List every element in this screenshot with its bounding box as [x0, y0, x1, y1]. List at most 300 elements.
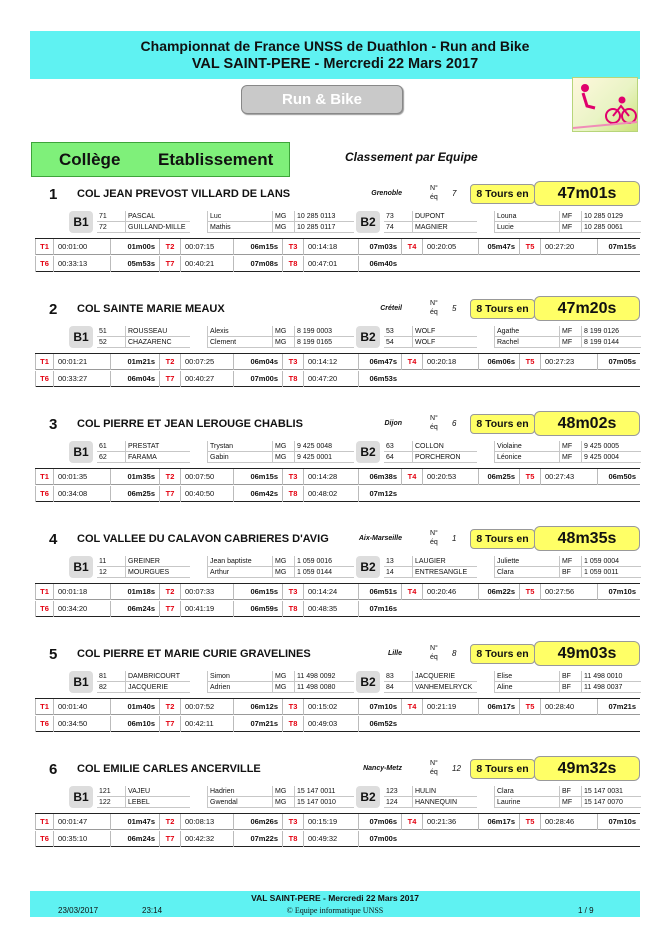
split-label: T4 — [401, 239, 422, 255]
split-lap: 07m21s — [233, 716, 282, 732]
split-lap: 06m15s — [233, 239, 282, 255]
split-label: T6 — [35, 371, 53, 387]
athlete-row — [97, 567, 357, 578]
laps-label: 8 Tours en — [470, 529, 535, 549]
split-label: T3 — [282, 469, 303, 485]
split-clock: 00:01:21 — [53, 354, 110, 370]
athlete-last-name: ROUSSEAU — [125, 326, 190, 337]
athlete-bib: 13 — [384, 556, 412, 567]
split-lap: 07m12s — [358, 486, 401, 502]
athlete-license: 11 498 0010 — [581, 671, 641, 682]
split-label: T5 — [519, 699, 540, 715]
athlete-bib: 54 — [384, 337, 412, 348]
split-lap: 07m21s — [597, 699, 640, 715]
athlete-bib: 72 — [97, 222, 125, 233]
athlete-first-name: Gwendal — [207, 797, 272, 808]
page-footer — [30, 891, 640, 917]
binome-2-badge: B2 — [356, 441, 380, 463]
athlete-last-name: LAUGIER — [412, 556, 477, 567]
athlete-license: 15 147 0070 — [581, 797, 641, 808]
athlete-row — [384, 222, 640, 233]
athlete-category: MG — [272, 326, 294, 337]
athlete-last-name: GREINER — [125, 556, 190, 567]
athlete-last-name: MAGNIER — [412, 222, 477, 233]
number-label-eq: éq — [430, 539, 438, 546]
athlete-row — [384, 682, 640, 693]
athlete-category: MG — [272, 222, 294, 233]
split-lap: 01m00s — [110, 239, 159, 255]
athlete-last-name: LEBEL — [125, 797, 190, 808]
split-clock: 00:34:50 — [53, 716, 110, 732]
split-clock: 00:40:21 — [180, 256, 233, 272]
team-name: COL JEAN PREVOST VILLARD DE LANS — [77, 188, 291, 200]
binome-1-badge: B1 — [69, 326, 93, 348]
athlete-category: BF — [559, 567, 581, 578]
split-label: T6 — [35, 256, 53, 272]
athlete-last-name: COLLON — [412, 441, 477, 452]
split-clock: 00:49:03 — [303, 716, 358, 732]
athlete-license: 8 199 0165 — [294, 337, 354, 348]
split-table — [35, 238, 640, 272]
split-lap: 06m52s — [358, 716, 401, 732]
team-total-time: 48m35s — [534, 526, 640, 551]
split-clock: 00:48:02 — [303, 486, 358, 502]
athlete-bib: 51 — [97, 326, 125, 337]
number-label-eq: éq — [430, 424, 438, 431]
split-label: T4 — [401, 814, 422, 830]
athlete-license: 8 199 0126 — [581, 326, 641, 337]
athlete-first-name: Clara — [494, 567, 559, 578]
team-name: COL SAINTE MARIE MEAUX — [77, 303, 225, 315]
team-name: COL PIERRE ET MARIE CURIE GRAVELINES — [77, 648, 311, 660]
team-rank: 3 — [49, 416, 58, 433]
split-clock: 00:21:19 — [422, 699, 478, 715]
athlete-first-name: Clara — [494, 786, 559, 797]
run-and-bike-logo — [572, 77, 638, 132]
split-lap: 06m53s — [358, 371, 401, 387]
split-row — [35, 716, 640, 732]
split-table — [35, 353, 640, 387]
category-type: Etablissement — [158, 150, 274, 169]
split-lap: 07m00s — [233, 371, 282, 387]
athlete-last-name: PASCAL — [125, 211, 190, 222]
split-label: T6 — [35, 601, 53, 617]
athlete-bib: 61 — [97, 441, 125, 452]
split-clock: 00:15:02 — [303, 699, 358, 715]
split-label: T5 — [519, 354, 540, 370]
split-label: T1 — [35, 814, 53, 830]
split-lap: 07m06s — [358, 814, 401, 830]
athlete-bib: 62 — [97, 452, 125, 463]
split-label: T7 — [159, 486, 180, 502]
split-clock: 00:33:13 — [53, 256, 110, 272]
split-label: T1 — [35, 469, 53, 485]
team-number-label — [430, 184, 438, 202]
split-clock: 00:08:13 — [180, 814, 233, 830]
athlete-first-name: Rachel — [494, 337, 559, 348]
athlete-row — [97, 797, 357, 808]
split-label: T4 — [401, 354, 422, 370]
split-lap: 01m18s — [110, 584, 159, 600]
athlete-first-name: Gabin — [207, 452, 272, 463]
split-label: T1 — [35, 584, 53, 600]
split-clock: 00:01:00 — [53, 239, 110, 255]
team-total-time: 48m02s — [534, 411, 640, 436]
binome-1-badge: B1 — [69, 556, 93, 578]
athlete-last-name: VAJEU — [125, 786, 190, 797]
team-number: 5 — [452, 304, 457, 313]
athlete-license: 8 199 0144 — [581, 337, 641, 348]
split-lap: 07m16s — [358, 601, 401, 617]
ranking-label: Classement par Equipe — [345, 150, 478, 164]
split-lap: 01m40s — [110, 699, 159, 715]
team-name: COL EMILIE CARLES ANCERVILLE — [77, 763, 261, 775]
split-lap: 06m26s — [233, 814, 282, 830]
athlete-last-name: JACQUERIE — [125, 682, 190, 693]
split-row — [35, 469, 640, 485]
team-academy: Créteil — [380, 305, 402, 312]
athlete-bib: 63 — [384, 441, 412, 452]
split-label: T5 — [519, 469, 540, 485]
split-lap: 06m40s — [358, 256, 401, 272]
number-label-n: N° — [430, 645, 438, 652]
split-clock: 00:27:23 — [540, 354, 597, 370]
split-table — [35, 698, 640, 732]
split-clock: 00:07:25 — [180, 354, 233, 370]
team-academy: Aix-Marseille — [358, 535, 402, 542]
split-lap: 05m47s — [478, 239, 519, 255]
athlete-row — [97, 556, 357, 567]
team-block — [0, 414, 672, 512]
athlete-bib: 73 — [384, 211, 412, 222]
split-lap: 06m12s — [233, 699, 282, 715]
split-clock: 00:49:32 — [303, 831, 358, 847]
split-lap: 06m15s — [233, 469, 282, 485]
athlete-license: 10 285 0113 — [294, 211, 354, 222]
split-lap: 01m47s — [110, 814, 159, 830]
team-rank: 6 — [49, 761, 58, 778]
split-label: T7 — [159, 831, 180, 847]
athlete-license: 8 199 0003 — [294, 326, 354, 337]
team-number-label — [430, 414, 438, 432]
athlete-last-name: DAMBRICOURT — [125, 671, 190, 682]
athlete-license: 10 285 0061 — [581, 222, 641, 233]
team-academy: Grenoble — [371, 190, 402, 197]
split-clock: 00:27:43 — [540, 469, 597, 485]
team-academy: Dijon — [384, 420, 402, 427]
split-clock: 00:14:12 — [303, 354, 358, 370]
athlete-first-name: Luc — [207, 211, 272, 222]
athlete-category: BF — [559, 786, 581, 797]
athlete-bib: 14 — [384, 567, 412, 578]
split-label: T2 — [159, 814, 180, 830]
team-rank: 1 — [49, 186, 58, 203]
athlete-last-name: GUILLAND-MILLE — [125, 222, 190, 233]
athlete-last-name: PRESTAT — [125, 441, 190, 452]
laps-label: 8 Tours en — [470, 644, 535, 664]
athlete-row — [97, 786, 357, 797]
athlete-last-name: JACQUERIE — [412, 671, 477, 682]
binome-2-badge: B2 — [356, 786, 380, 808]
athlete-first-name: Clement — [207, 337, 272, 348]
split-row — [35, 601, 640, 617]
athlete-bib: 83 — [384, 671, 412, 682]
athlete-category: MG — [272, 556, 294, 567]
split-lap: 07m08s — [233, 256, 282, 272]
team-number-label — [430, 529, 438, 547]
athlete-row — [97, 211, 357, 222]
split-lap: 06m59s — [233, 601, 282, 617]
athlete-bib: 82 — [97, 682, 125, 693]
laps-label: 8 Tours en — [470, 184, 535, 204]
split-label: T8 — [282, 831, 303, 847]
footer-title: VAL SAINT-PERE - Mercredi 22 Mars 2017 — [251, 893, 419, 903]
split-clock: 00:07:52 — [180, 699, 233, 715]
split-table — [35, 813, 640, 847]
footer-time: 23:14 — [142, 906, 163, 915]
team-total-time: 49m03s — [534, 641, 640, 666]
athlete-row — [384, 567, 640, 578]
split-lap: 06m04s — [110, 371, 159, 387]
split-label: T1 — [35, 239, 53, 255]
split-label: T6 — [35, 831, 53, 847]
split-label: T2 — [159, 469, 180, 485]
split-row — [35, 699, 640, 715]
split-label: T7 — [159, 716, 180, 732]
athlete-last-name: HANNEQUIN — [412, 797, 477, 808]
split-lap: 07m22s — [233, 831, 282, 847]
binome-2-badge: B2 — [356, 556, 380, 578]
team-number: 8 — [452, 649, 457, 658]
split-clock: 00:07:33 — [180, 584, 233, 600]
split-row — [35, 831, 640, 847]
split-clock: 00:40:50 — [180, 486, 233, 502]
athlete-category: MG — [272, 797, 294, 808]
athlete-bib: 84 — [384, 682, 412, 693]
split-lap: 06m06s — [478, 354, 519, 370]
athlete-row — [97, 337, 357, 348]
laps-label: 8 Tours en — [470, 414, 535, 434]
athlete-first-name: Adrien — [207, 682, 272, 693]
category-level: Collège — [59, 150, 121, 169]
split-clock: 00:47:20 — [303, 371, 358, 387]
athlete-first-name: Louna — [494, 211, 559, 222]
split-lap: 06m25s — [110, 486, 159, 502]
binome-1-badge: B1 — [69, 786, 93, 808]
split-clock: 00:41:19 — [180, 601, 233, 617]
split-clock: 00:20:05 — [422, 239, 478, 255]
split-lap: 06m51s — [358, 584, 401, 600]
number-label-eq: éq — [430, 309, 438, 316]
split-lap: 06m22s — [478, 584, 519, 600]
split-clock: 00:20:46 — [422, 584, 478, 600]
athlete-first-name: Arthur — [207, 567, 272, 578]
split-clock: 00:07:15 — [180, 239, 233, 255]
athlete-last-name: WOLF — [412, 326, 477, 337]
team-rank: 5 — [49, 646, 58, 663]
athlete-category: BF — [559, 682, 581, 693]
athlete-bib: 121 — [97, 786, 125, 797]
split-clock: 00:01:18 — [53, 584, 110, 600]
split-label: T5 — [519, 584, 540, 600]
split-clock: 00:20:53 — [422, 469, 478, 485]
split-label: T8 — [282, 256, 303, 272]
split-label: T7 — [159, 601, 180, 617]
split-lap: 07m10s — [358, 699, 401, 715]
athlete-license: 9 425 0004 — [581, 452, 641, 463]
split-label: T3 — [282, 354, 303, 370]
athlete-row — [384, 797, 640, 808]
laps-label: 8 Tours en — [470, 299, 535, 319]
split-row — [35, 256, 640, 272]
athlete-first-name: Lucie — [494, 222, 559, 233]
athlete-bib: 53 — [384, 326, 412, 337]
page-subtitle: VAL SAINT-PERE - Mercredi 22 Mars 2017 — [191, 56, 479, 72]
athlete-category: MF — [559, 452, 581, 463]
split-lap: 07m03s — [358, 239, 401, 255]
athlete-bib: 124 — [384, 797, 412, 808]
split-clock: 00:21:36 — [422, 814, 478, 830]
split-row — [35, 239, 640, 255]
athlete-license: 10 285 0129 — [581, 211, 641, 222]
athlete-row — [97, 326, 357, 337]
split-label: T3 — [282, 584, 303, 600]
split-label: T8 — [282, 601, 303, 617]
athlete-category: MF — [559, 441, 581, 452]
split-row — [35, 584, 640, 600]
split-lap: 06m47s — [358, 354, 401, 370]
split-clock: 00:33:27 — [53, 371, 110, 387]
split-label: T2 — [159, 699, 180, 715]
footer-date: 23/03/2017 — [58, 906, 99, 915]
team-rank: 2 — [49, 301, 58, 318]
split-clock: 00:28:46 — [540, 814, 597, 830]
split-label: T4 — [401, 469, 422, 485]
footer-copyright: © Equipe informatique UNSS — [286, 906, 384, 915]
athlete-license: 15 147 0010 — [294, 797, 354, 808]
team-number: 6 — [452, 419, 457, 428]
athlete-row — [97, 452, 357, 463]
athlete-first-name: Léonice — [494, 452, 559, 463]
split-clock: 00:42:32 — [180, 831, 233, 847]
split-lap: 06m04s — [233, 354, 282, 370]
split-row — [35, 486, 640, 502]
laps-label: 8 Tours en — [470, 759, 535, 779]
athlete-license: 9 425 0001 — [294, 452, 354, 463]
split-row — [35, 371, 640, 387]
athlete-last-name: VANHEMELRYCK — [412, 682, 477, 693]
split-table — [35, 583, 640, 617]
split-clock: 00:42:11 — [180, 716, 233, 732]
split-lap: 06m42s — [233, 486, 282, 502]
athlete-first-name: Violaine — [494, 441, 559, 452]
team-total-time: 47m20s — [534, 296, 640, 321]
split-label: T2 — [159, 354, 180, 370]
athlete-row — [384, 337, 640, 348]
athlete-category: MF — [559, 326, 581, 337]
binome-2-badge: B2 — [356, 326, 380, 348]
athlete-first-name: Simon — [207, 671, 272, 682]
split-lap: 06m25s — [478, 469, 519, 485]
split-label: T8 — [282, 486, 303, 502]
number-label-eq: éq — [430, 194, 438, 201]
athlete-bib: 71 — [97, 211, 125, 222]
page-title: Championnat de France UNSS de Duathlon - Run and Bike — [140, 38, 530, 54]
split-label: T1 — [35, 354, 53, 370]
split-label: T6 — [35, 486, 53, 502]
team-name: COL VALLEE DU CALAVON CABRIERES D'AVIG — [77, 533, 329, 545]
split-clock: 00:27:56 — [540, 584, 597, 600]
athlete-last-name: FARAMA — [125, 452, 190, 463]
split-clock: 00:14:24 — [303, 584, 358, 600]
athlete-last-name: HULIN — [412, 786, 477, 797]
team-block — [0, 299, 672, 397]
split-lap: 01m35s — [110, 469, 159, 485]
split-label: T4 — [401, 584, 422, 600]
team-number: 7 — [452, 189, 457, 198]
athlete-row — [97, 682, 357, 693]
athlete-category: MF — [559, 222, 581, 233]
athlete-category: MF — [559, 337, 581, 348]
split-clock: 00:40:27 — [180, 371, 233, 387]
split-clock: 00:01:35 — [53, 469, 110, 485]
team-total-time: 49m32s — [534, 756, 640, 781]
split-table — [35, 468, 640, 502]
number-label-n: N° — [430, 415, 438, 422]
number-label-n: N° — [430, 185, 438, 192]
team-academy: Nancy-Metz — [363, 765, 402, 772]
athlete-row — [384, 786, 640, 797]
split-clock: 00:01:40 — [53, 699, 110, 715]
athlete-row — [384, 556, 640, 567]
athlete-license: 1 059 0004 — [581, 556, 641, 567]
split-lap: 06m15s — [233, 584, 282, 600]
athlete-bib: 122 — [97, 797, 125, 808]
athlete-license: 1 059 0016 — [294, 556, 354, 567]
athlete-first-name: Agathe — [494, 326, 559, 337]
athlete-license: 11 498 0092 — [294, 671, 354, 682]
split-row — [35, 814, 640, 830]
split-row — [35, 354, 640, 370]
category-button[interactable]: Run & Bike — [241, 85, 403, 114]
split-clock: 00:14:28 — [303, 469, 358, 485]
binome-1-badge: B1 — [69, 211, 93, 233]
split-clock: 00:27:20 — [540, 239, 597, 255]
athlete-category: MG — [272, 441, 294, 452]
split-clock: 00:01:47 — [53, 814, 110, 830]
athlete-bib: 11 — [97, 556, 125, 567]
split-clock: 00:48:35 — [303, 601, 358, 617]
number-label-eq: éq — [430, 769, 438, 776]
athlete-bib: 81 — [97, 671, 125, 682]
footer-page-number: 1 / 9 — [578, 906, 594, 915]
split-clock: 00:15:19 — [303, 814, 358, 830]
split-lap: 07m05s — [597, 354, 640, 370]
split-label: T3 — [282, 699, 303, 715]
split-label: T3 — [282, 814, 303, 830]
athlete-license: 1 059 0144 — [294, 567, 354, 578]
athlete-license: 15 147 0031 — [581, 786, 641, 797]
athlete-row — [384, 452, 640, 463]
athlete-category: MF — [559, 211, 581, 222]
split-label: T4 — [401, 699, 422, 715]
split-lap: 06m24s — [110, 831, 159, 847]
page-header — [30, 31, 640, 79]
team-number: 12 — [452, 764, 461, 773]
split-clock: 00:07:50 — [180, 469, 233, 485]
split-label: T2 — [159, 239, 180, 255]
split-clock: 00:35:10 — [53, 831, 110, 847]
